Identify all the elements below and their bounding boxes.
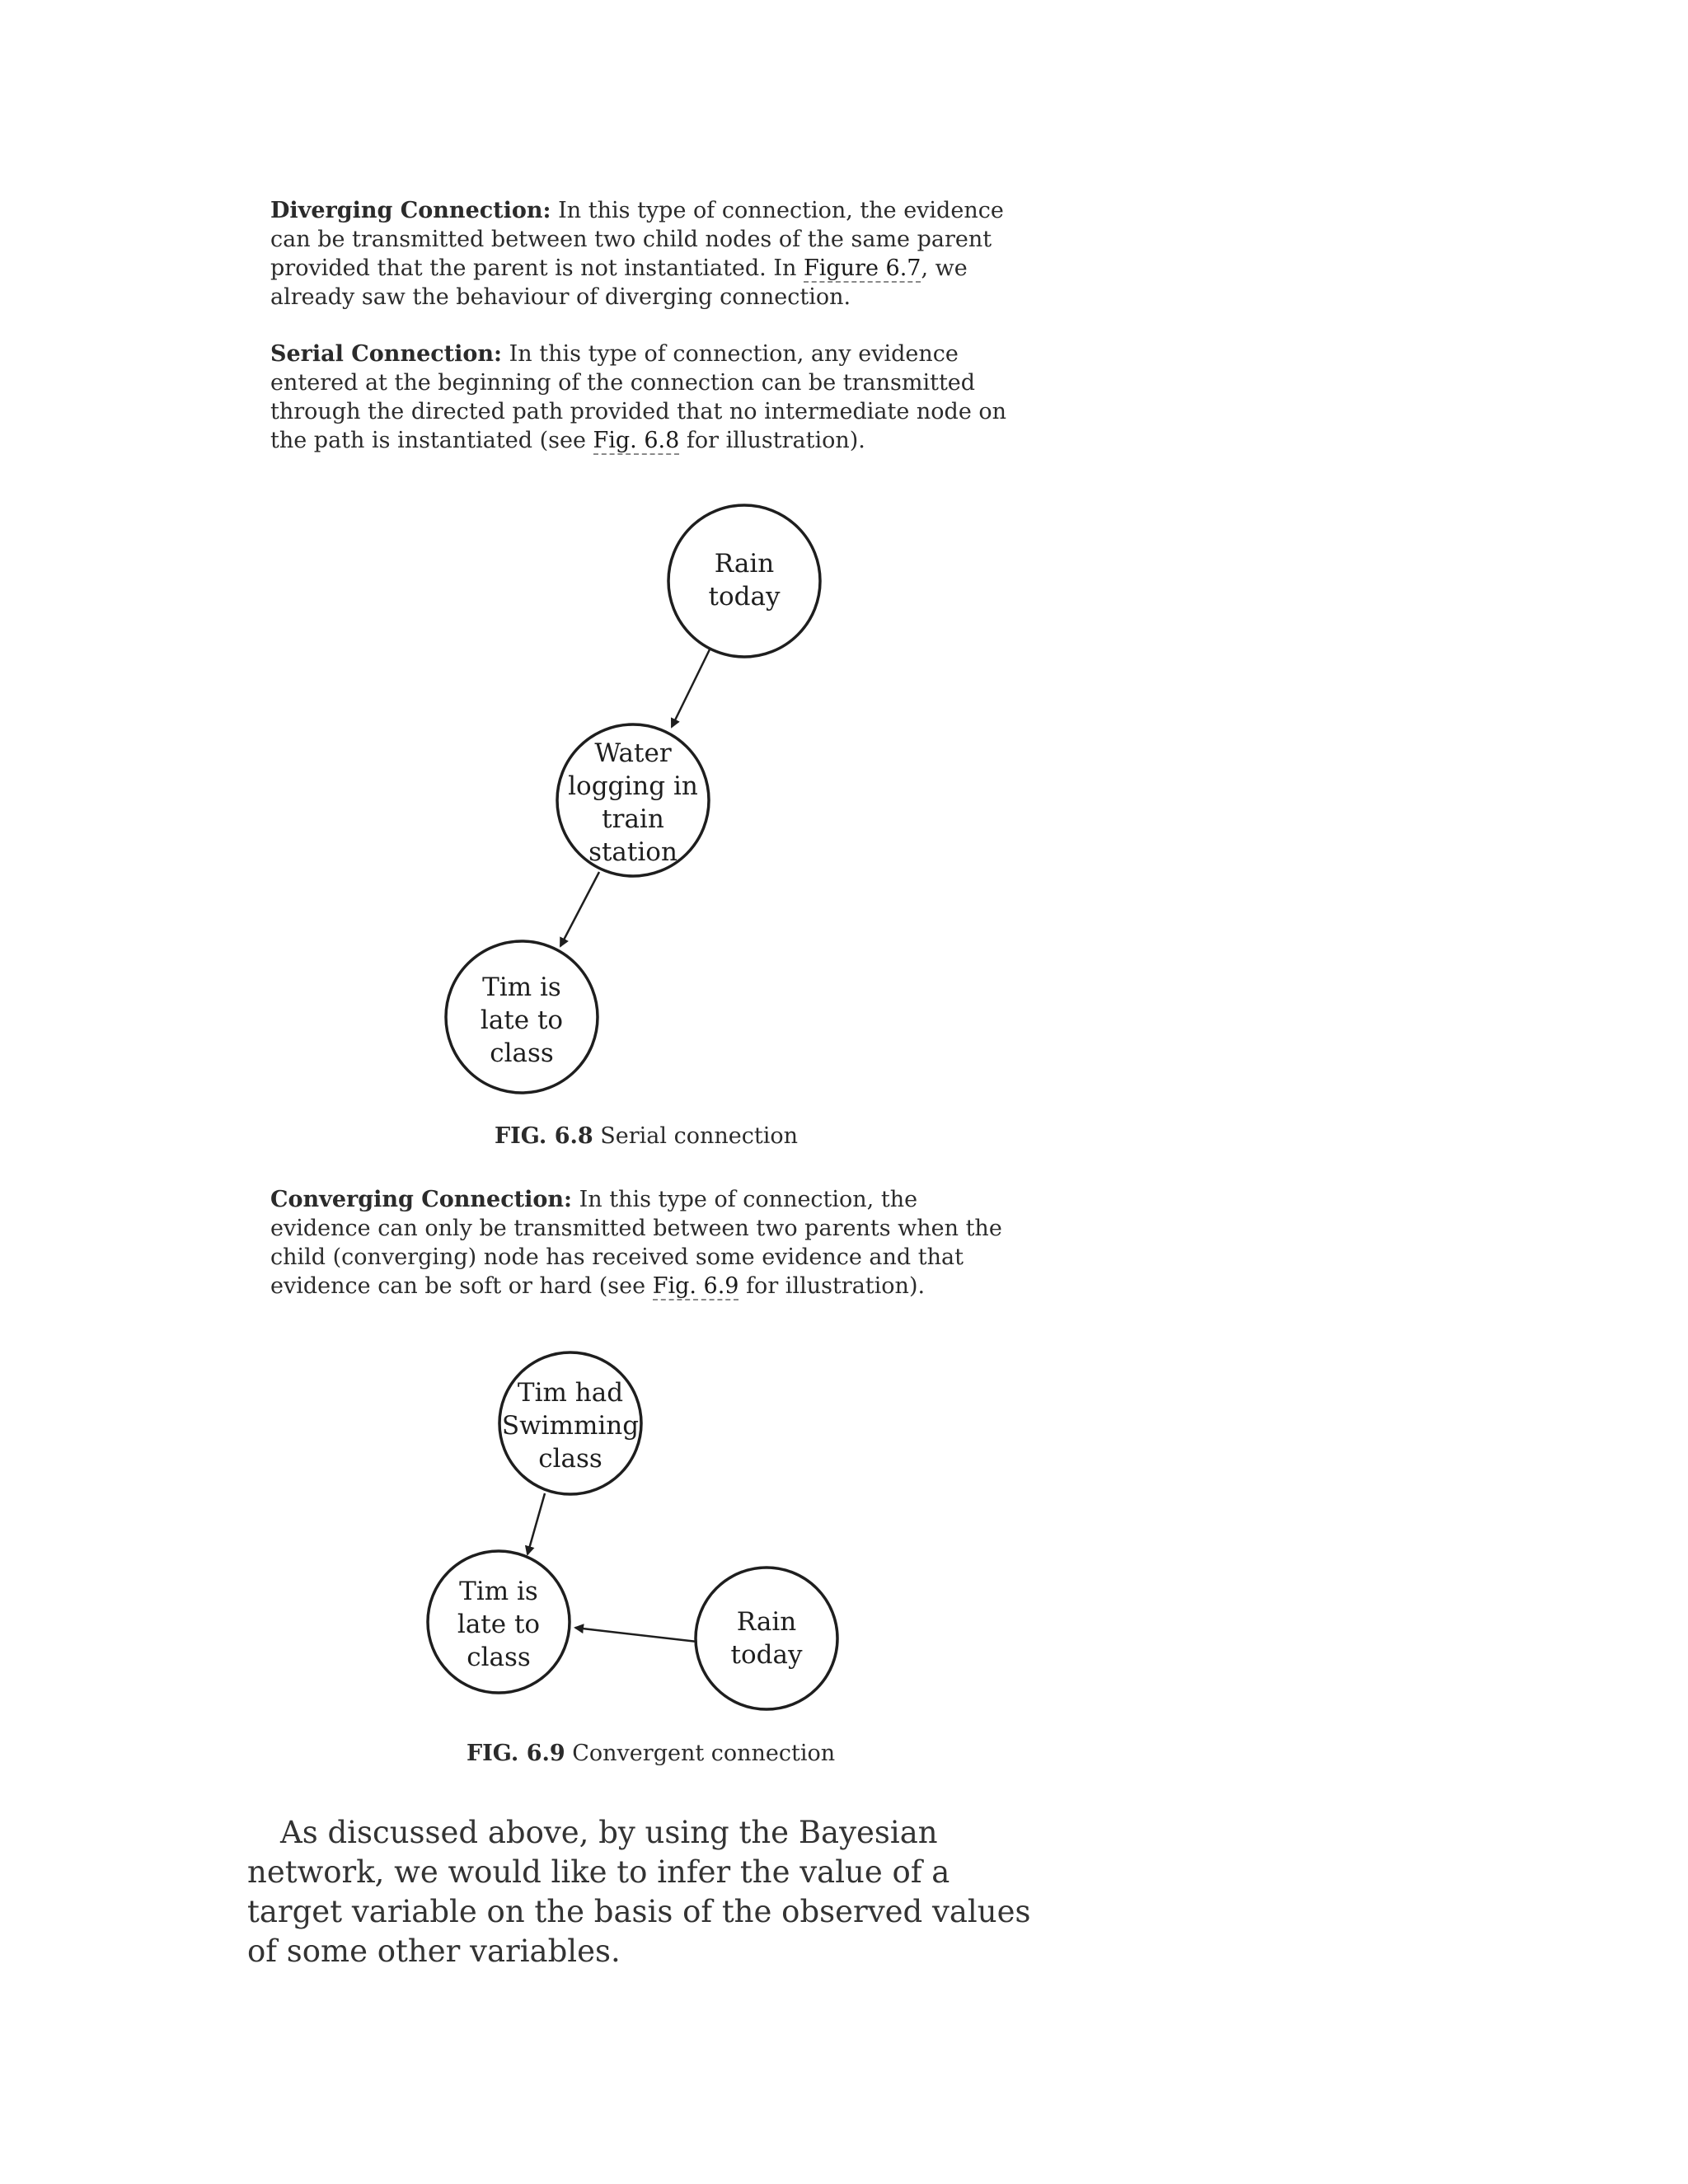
svg-text:Waterlogging intrainstation: Water logging in train station bbox=[568, 738, 698, 867]
fig-6-9-link[interactable]: Fig. 6.9 bbox=[652, 1273, 739, 1299]
diverging-paragraph: Diverging Connection: In this type of connection, the evidence can be transmitted between two child nodes of the same parent provided that the parent is not instantiated. In Figure 6.7, we already saw the behaviour of diverging connection. bbox=[270, 198, 1004, 310]
edge-rain-to-tim bbox=[575, 1628, 697, 1642]
svg-text:Tim hadSwimmingclass: Tim had Swimming class bbox=[501, 1378, 640, 1474]
figure-6-8-diagram bbox=[446, 505, 820, 1093]
edge-water-to-tim bbox=[560, 872, 599, 946]
node-tim-late-2 bbox=[428, 1551, 570, 1693]
figure-6-9-diagram bbox=[428, 1352, 837, 1709]
node-tim-had-swimming bbox=[499, 1352, 641, 1494]
serial-label: Serial Connection: bbox=[270, 341, 503, 367]
diverging-label: Diverging Connection: bbox=[270, 198, 551, 223]
converging-paragraph: Converging Connection: In this type of connection, the evidence can only be transmitted between two parents when the child (converging) node has received some evidence and that evidence can be soft or hard (see Fig. 6.9 for illustration). bbox=[270, 1187, 1002, 1299]
svg-text:Tim islate toclass: Tim is late to class bbox=[457, 1577, 541, 1672]
figure-6-7-link[interactable]: Figure 6.7 bbox=[804, 255, 921, 281]
node-water-logging bbox=[557, 724, 709, 876]
svg-text:Raintoday: Rain today bbox=[708, 549, 781, 612]
fig-6-8-link[interactable]: Fig. 6.8 bbox=[593, 428, 680, 453]
svg-text:Raintoday: Rain today bbox=[730, 1607, 803, 1670]
svg-text:Tim islate toclass: Tim is late to class bbox=[480, 972, 564, 1068]
converging-label: Converging Connection: bbox=[270, 1187, 572, 1212]
node-rain-today-2 bbox=[696, 1568, 837, 1709]
edge-swim-to-tim bbox=[528, 1493, 545, 1554]
node-tim-late bbox=[446, 941, 598, 1093]
closing-paragraph: As discussed above, by using the Bayesian network, we would like to infer the value of a target variable on the basis of the observed values of some other variables. bbox=[247, 1815, 1031, 1969]
edge-rain-to-water bbox=[672, 648, 710, 727]
fig-6-9-caption: FIG. 6.9 Convergent connection bbox=[467, 1741, 836, 1766]
node-rain-today bbox=[668, 505, 820, 657]
fig-6-8-caption: FIG. 6.8 Serial connection bbox=[495, 1123, 798, 1149]
serial-paragraph: Serial Connection: In this type of connection, any evidence entered at the beginning of the connection can be transmitted through the directed path provided that no intermediate node on the path is instantiated (see Fig. 6.8 for illustration). bbox=[270, 341, 1007, 453]
